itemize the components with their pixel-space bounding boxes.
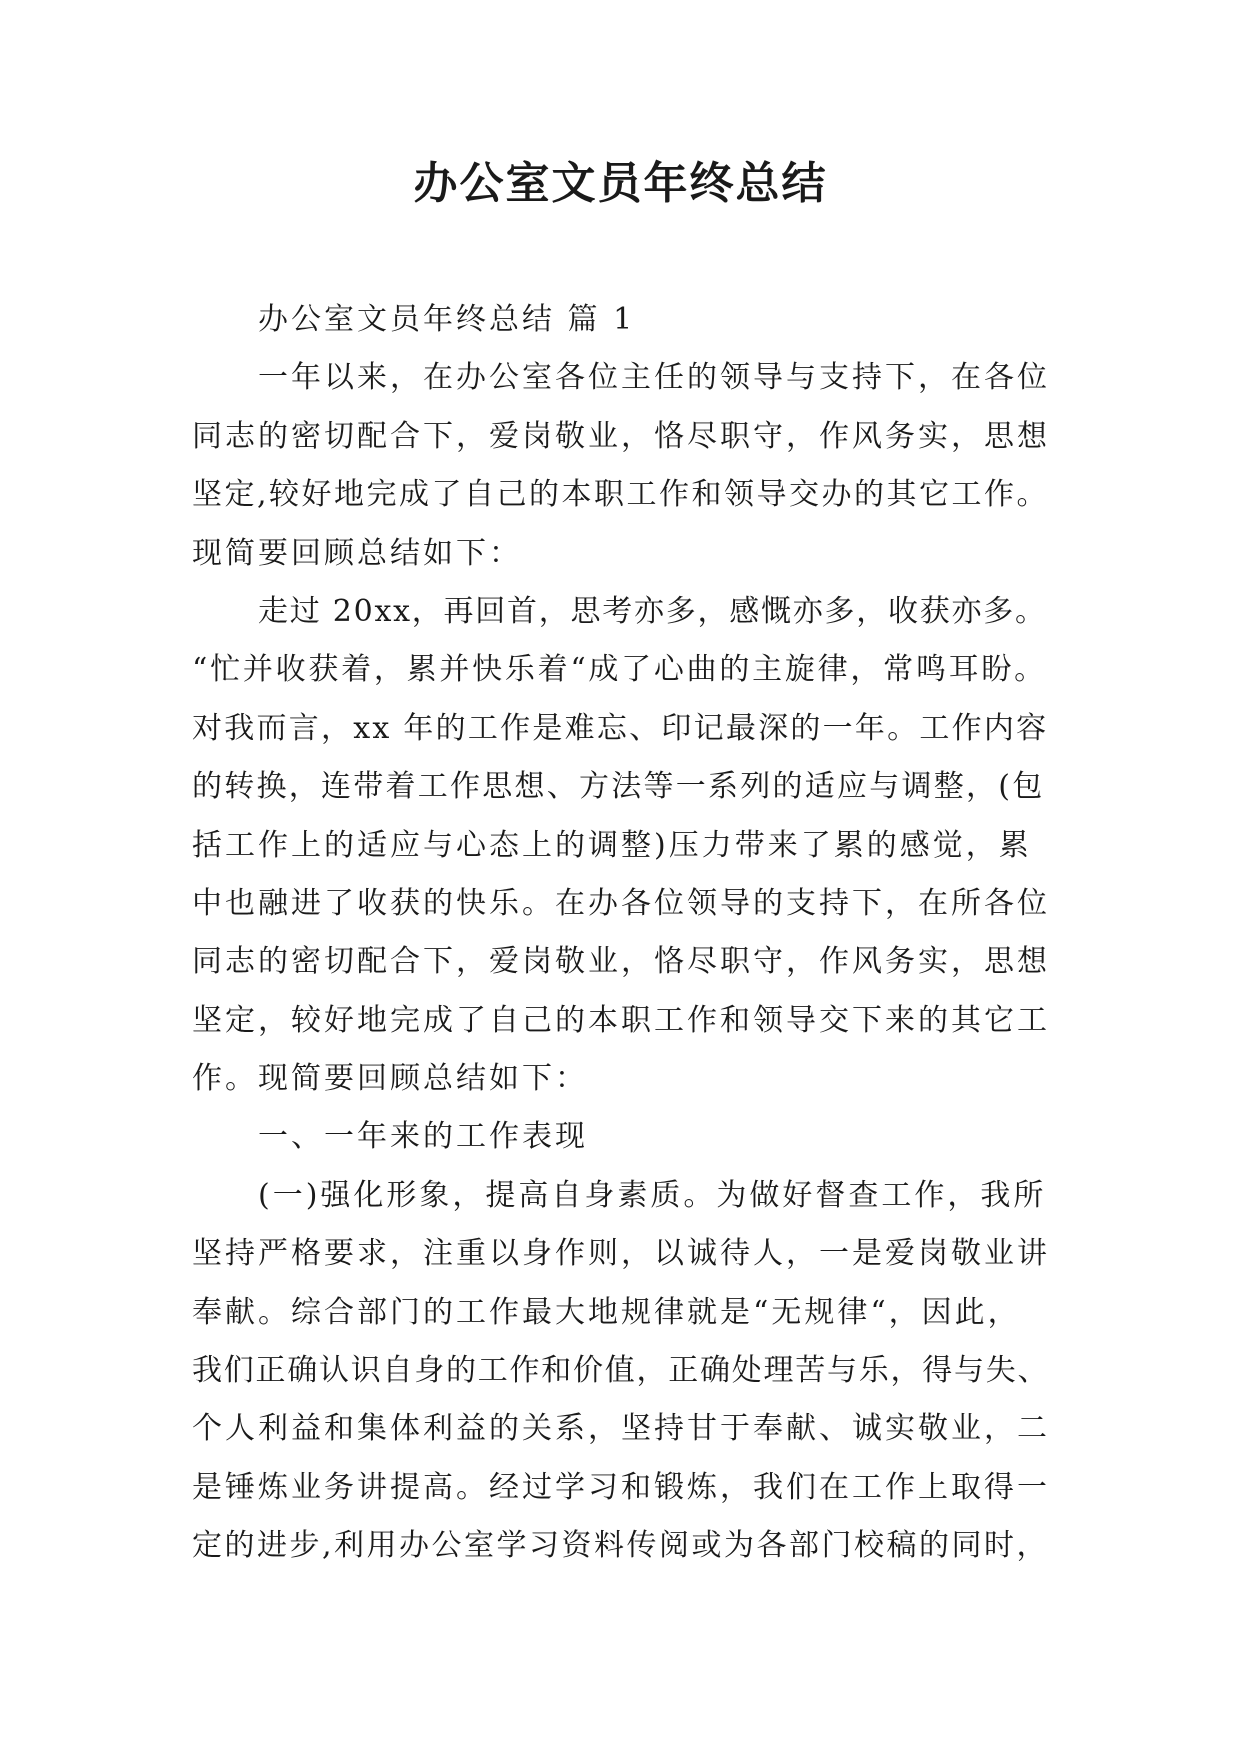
text-line: 坚定，较好地完成了自己的本职工作和领导交下来的其它工 [192, 1002, 1050, 1038]
text-line: 坚定,较好地完成了自己的本职工作和领导交办的其它工作。 [192, 477, 1050, 513]
text-line: 中也融进了收获的快乐。在办各位领导的支持下，在所各位 [192, 885, 1050, 921]
text-line: 现简要回顾总结如下： [192, 535, 522, 571]
text-line: 一、一年来的工作表现 [258, 1119, 588, 1155]
text-line: 走过 20xx，再回首，思考亦多，感慨亦多，收获亦多。 [258, 593, 1047, 629]
text-line: 括工作上的适应与心态上的调整)压力带来了累的感觉，累 [192, 827, 1032, 863]
text-line: (一)强化形象，提高自身素质。为做好督查工作，我所 [258, 1177, 1047, 1213]
text-line: 的转换，连带着工作思想、方法等一系列的适应与调整，(包 [192, 769, 1045, 805]
text-line: 个人利益和集体利益的关系，坚持甘于奉献、诚实敬业，二 [192, 1411, 1050, 1447]
text-line: 办公室文员年终总结 篇 1 [258, 302, 636, 337]
text-line: 定的进步,利用办公室学习资料传阅或为各部门校稿的同时， [192, 1528, 1050, 1564]
text-line: 作。现简要回顾总结如下： [192, 1061, 588, 1097]
text-line: 是锤炼业务讲提高。经过学习和锻炼，我们在工作上取得一 [192, 1469, 1050, 1505]
text-line: 我们正确认识自身的工作和价值，正确处理苦与乐，得与失、 [192, 1353, 1050, 1389]
text-line: 对我而言，xx 年的工作是难忘、印记最深的一年。工作内容 [192, 710, 1049, 746]
text-line: 同志的密切配合下，爱岗敬业，恪尽职守，作风务实，思想 [192, 418, 1050, 454]
document-body [192, 291, 1050, 1576]
text-line: 奉献。综合部门的工作最大地规律就是“无规律“，因此， [192, 1294, 1021, 1330]
document-title: 办公室文员年终总结 [413, 158, 828, 209]
text-line: 一年以来，在办公室各位主任的领导与支持下，在各位 [258, 360, 1050, 396]
text-line: 同志的密切配合下，爱岗敬业，恪尽职守，作风务实，思想 [192, 944, 1050, 980]
text-line: 坚持严格要求，注重以身作则，以诚待人，一是爱岗敬业讲 [192, 1236, 1050, 1272]
text-line: “忙并收获着，累并快乐着“成了心曲的主旋律，常鸣耳盼。 [192, 652, 1047, 688]
